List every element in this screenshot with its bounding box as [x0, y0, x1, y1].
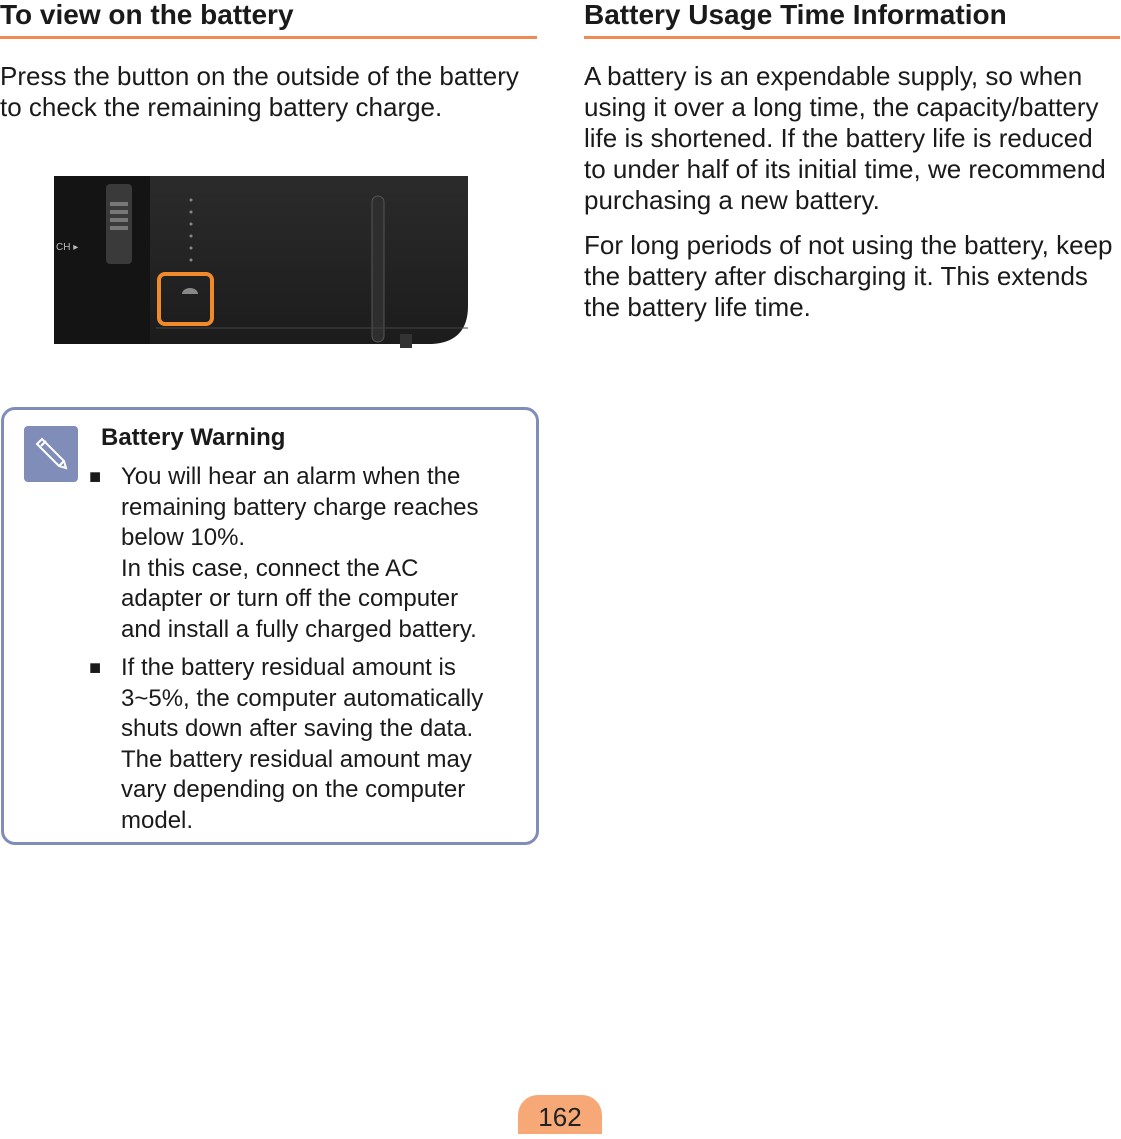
usage-paragraph-1: A battery is an expendable supply, so when using it over a long time, the capacity/battery life is shortened. If the battery life is reduced to under half of its initial time, we recommend purchasing a new battery. — [584, 61, 1106, 215]
list-line: shuts down after saving the data. — [121, 715, 474, 742]
page-number: 162 — [518, 1095, 602, 1134]
list-line: and install a fully charged battery. — [121, 615, 477, 643]
bullet: ■ — [89, 657, 102, 679]
right-column — [584, 0, 1121, 323]
list-item — [89, 653, 537, 836]
list-line: You will hear an alarm when the — [121, 463, 461, 490]
section-heading-view-battery: To view on the battery — [0, 0, 537, 39]
pencil-note-icon — [24, 426, 78, 482]
list-line: model. — [121, 806, 194, 834]
left-column — [0, 0, 540, 123]
list-line: adapter or turn off the computer — [121, 585, 459, 612]
warning-list — [89, 462, 537, 844]
list-line: The battery residual amount may — [121, 745, 472, 773]
list-line: below 10%. — [121, 524, 246, 551]
list-item — [89, 462, 537, 645]
intro-paragraph: Press the button on the outside of the battery to check the remaining battery charge. — [0, 61, 519, 122]
list-line: vary depending on the computer — [121, 776, 466, 803]
battery-photo — [54, 176, 468, 358]
list-line: In this case, connect the AC — [121, 554, 419, 582]
list-line: 3~5%, the computer automatically — [121, 684, 484, 712]
section-heading-usage-time: Battery Usage Time Information — [584, 0, 1120, 39]
note-title: Battery Warning — [101, 424, 286, 451]
svg-text:CH ▸: CH ▸ — [56, 242, 79, 253]
battery-warning-note — [1, 407, 539, 845]
usage-paragraph-2: For long periods of not using the battery, keep the battery after discharging it. This extends the battery life time. — [584, 230, 1113, 322]
list-line: If the battery residual amount is — [121, 654, 456, 681]
list-line: remaining battery charge reaches — [121, 493, 479, 521]
bullet: ■ — [89, 466, 102, 488]
